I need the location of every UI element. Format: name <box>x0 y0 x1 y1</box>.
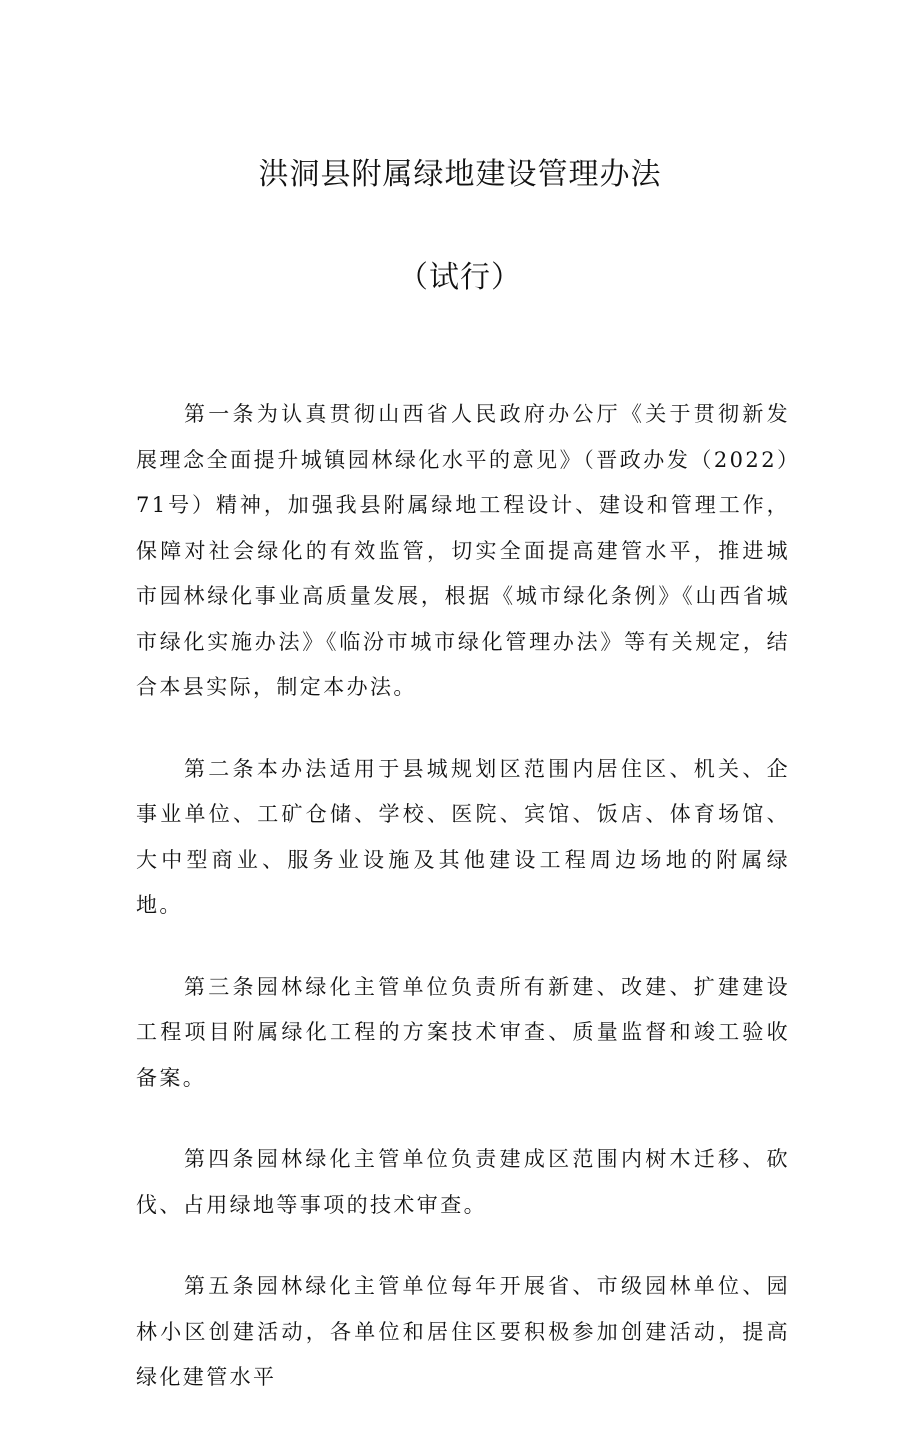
document-title: 洪洞县附属绿地建设管理办法 <box>258 157 662 192</box>
article-2: 第二条本办法适用于县城规划区范围内居住区、机关、企事业单位、工矿仓储、学校、医院、宾馆、饭店、体育场馆、大中型商业、服务业设施及其他建设工程周边场地的附属绿地。 <box>136 756 790 917</box>
article-4: 第四条园林绿化主管单位负责建成区范围内树木迁移、砍伐、占用绿地等事项的技术审查。 <box>136 1147 790 1217</box>
article-1: 第一条为认真贯彻山西省人民政府办公厅《关于贯彻新发展理念全面提升城镇园林绿化水平的意见》（晋政办发（2022）71号）精神，加强我县附属绿地工程设计、建设和管理工作，保障对社会绿化的有效监管，切实全面提高建管水平，推进城市园林绿化事业高质量发展，根据《城市绿化条例》《山西省城市绿化实施办法》《临汾市城市绿化管理办法》等有关规定，结合本县实际，制定本办法。 <box>136 402 790 699</box>
document-subtitle: （试行） <box>398 260 522 295</box>
document-body <box>136 392 790 1437</box>
article-3: 第三条园林绿化主管单位负责所有新建、改建、扩建建设工程项目附属绿化工程的方案技术审查、质量监督和竣工验收备案。 <box>136 974 790 1090</box>
article-5: 第五条园林绿化主管单位每年开展省、市级园林单位、园林小区创建活动，各单位和居住区要积极参加创建活动，提高绿化建管水平 <box>136 1274 790 1389</box>
